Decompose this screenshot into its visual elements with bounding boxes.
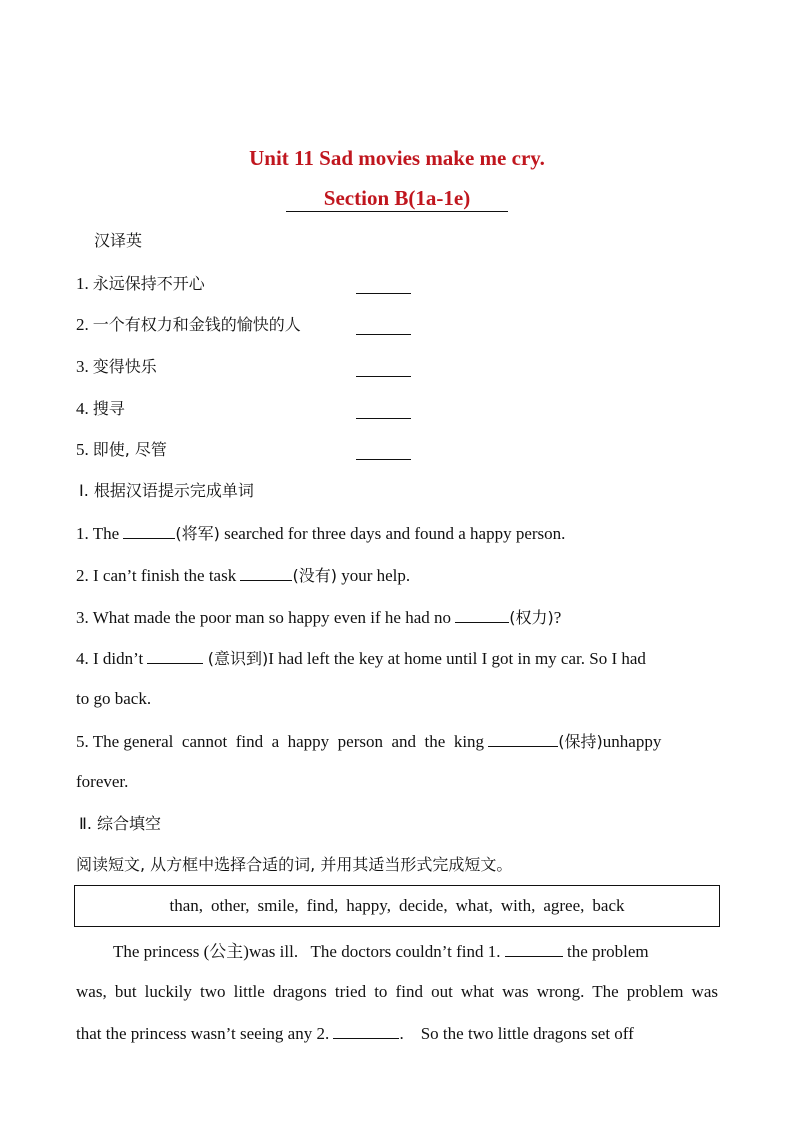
word-bank-item: other, — [211, 896, 250, 915]
translation-item: 3. 变得快乐 — [76, 357, 157, 376]
question-4-cont: to go back. — [76, 689, 152, 708]
answer-blank[interactable] — [123, 524, 175, 539]
answer-blank[interactable] — [505, 942, 563, 957]
question-2: 2. I can’t finish the task (没有) your help. — [76, 566, 411, 585]
answer-blank[interactable] — [356, 404, 411, 419]
translation-heading: 汉译英 — [94, 231, 143, 250]
answer-blank[interactable] — [240, 566, 292, 581]
word-bank-item: back — [592, 896, 625, 915]
word-bank-box — [74, 885, 720, 927]
question-1: 1. The (将军) searched for three days and found a happy person. — [76, 524, 566, 543]
section-title: Section B(1a-1e) — [323, 186, 471, 210]
answer-blank[interactable] — [455, 608, 509, 623]
question-5-cont: forever. — [76, 772, 129, 791]
word-bank-item: decide, — [398, 896, 448, 915]
answer-blank[interactable] — [333, 1024, 399, 1039]
word-bank-item: smile, — [257, 896, 299, 915]
translation-item: 1. 永远保持不开心 — [76, 274, 205, 293]
word-bank-item: agree, — [543, 896, 585, 915]
answer-blank[interactable] — [356, 279, 411, 294]
translation-item: 4. 搜寻 — [76, 399, 125, 418]
answer-blank[interactable] — [356, 320, 411, 335]
word-bank-item: with, — [500, 896, 536, 915]
word-bank-item: happy, — [346, 896, 391, 915]
word-bank-item: what, — [455, 896, 493, 915]
passage-line-1: The princess (公主)was ill. The doctors couldn’t find 1. the problem — [113, 942, 649, 961]
part2-instruction: 阅读短文, 从方框中选择合适的词, 并用其适当形式完成短文。 — [76, 855, 513, 874]
section-title-wrapper — [286, 188, 508, 212]
passage-line-2: was, but luckily two little dragons tried to find out what was wrong. The problem was — [76, 983, 718, 1001]
answer-blank[interactable] — [356, 445, 411, 460]
part2-heading: Ⅱ. 综合填空 — [79, 814, 162, 833]
question-4: 4. I didn’t (意识到)I had left the key at home until I got in my car. So I had — [76, 649, 646, 668]
translation-item: 5. 即使, 尽管 — [76, 440, 167, 459]
word-bank-item: than, — [169, 896, 204, 915]
question-3: 3. What made the poor man so happy even if he had no (权力)? — [76, 608, 562, 627]
answer-blank[interactable] — [488, 732, 558, 747]
passage-line-3: that the princess wasn’t seeing any 2. . So the two little dragons set off — [76, 1024, 634, 1043]
part1-heading: Ⅰ. 根据汉语提示完成单词 — [79, 481, 254, 500]
translation-item: 2. 一个有权力和金钱的愉快的人 — [76, 315, 301, 334]
question-5: 5. The general cannot find a happy person and the king (保持)unhappy — [76, 732, 662, 751]
answer-blank[interactable] — [356, 362, 411, 377]
answer-blank[interactable] — [147, 649, 203, 664]
unit-title: Unit 11 Sad movies make me cry. — [249, 146, 545, 170]
word-bank-item: find, — [306, 896, 339, 915]
